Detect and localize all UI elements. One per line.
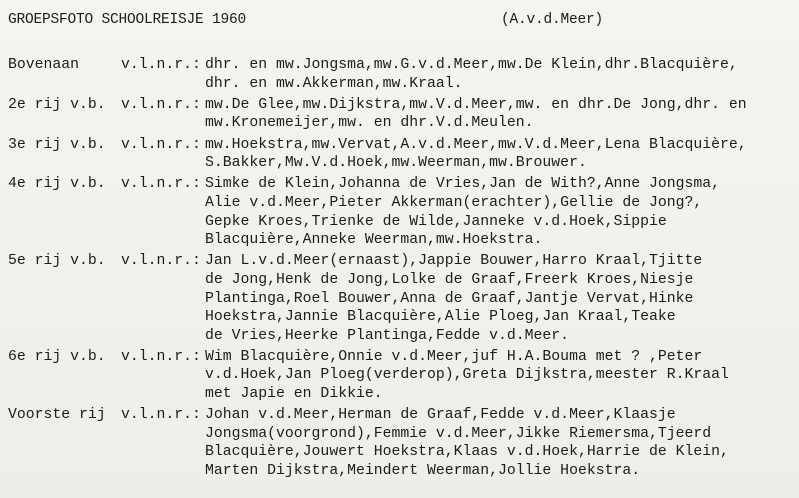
names-line: de Jong,Henk de Jong,Lolke de Graaf,Freerk Kroes,Niesje bbox=[205, 271, 694, 288]
row-direction: v.l.n.r.: bbox=[121, 176, 201, 193]
names-line: mw.Kronemeijer,mw. en dhr.V.d.Meulen. bbox=[205, 115, 534, 132]
names-line: Hoekstra,Jannie Blacquière,Alie Ploeg,Jan Kraal,Teake bbox=[205, 309, 676, 326]
row-names bbox=[205, 406, 794, 480]
names-line: Simke de Klein,Johanna de Vries,Jan de With?,Anne Jongsma, bbox=[205, 176, 721, 193]
names-line: dhr. en mw.Jongsma,mw.G.v.d.Meer,mw.De Klein,dhr.Blacquière, bbox=[205, 57, 738, 73]
row-direction: v.l.n.r.: bbox=[121, 253, 201, 270]
photo-row-entry bbox=[8, 252, 794, 345]
photo-row-entry bbox=[8, 348, 794, 404]
names-line: de Vries,Heerke Plantinga,Fedde v.d.Meer. bbox=[205, 327, 570, 344]
names-line: Jongsma(voorgrond),Femmie v.d.Meer,Jikke Riemersma,Tjeerd bbox=[205, 425, 712, 442]
row-direction: v.l.n.r.: bbox=[121, 136, 201, 153]
row-names bbox=[205, 56, 794, 93]
row-direction: v.l.n.r.: bbox=[121, 57, 201, 73]
names-line: Blacquière,Anneke Weerman,mw.Hoekstra. bbox=[205, 232, 543, 249]
row-names bbox=[205, 252, 794, 345]
names-line: Plantinga,Roel Bouwer,Anna de Graaf,Jantje Vervat,Hinke bbox=[205, 290, 694, 307]
names-line: dhr. en mw.Akkerman,mw.Kraal. bbox=[205, 75, 463, 92]
names-line: Blacquière,Jouwert Hoekstra,Klaas v.d.Hoek,Harrie de Klein, bbox=[205, 444, 729, 461]
photo-row-entry bbox=[8, 56, 794, 93]
row-direction: v.l.n.r.: bbox=[121, 96, 201, 113]
row-names bbox=[205, 96, 794, 133]
names-line: Alie v.d.Meer,Pieter Akkerman(erachter),Gellie de Jong?, bbox=[205, 194, 703, 211]
photo-row-entry bbox=[8, 175, 794, 249]
names-line: Johan v.d.Meer,Herman de Graaf,Fedde v.d.Meer,Klaasje bbox=[205, 407, 676, 424]
document-title: GROEPSFOTO SCHOOLREISJE 1960 bbox=[8, 12, 247, 28]
row-label: 2e rij v.b. bbox=[8, 96, 106, 113]
row-names bbox=[205, 348, 794, 404]
document-author: (A.v.d.Meer) bbox=[501, 12, 604, 28]
names-line: Gepke Kroes,Trienke de Wilde,Janneke v.d.Hoek,Sippie bbox=[205, 213, 667, 230]
row-names bbox=[205, 175, 794, 249]
names-line: S.Bakker,Mw.V.d.Hoek,mw.Weerman,mw.Brouwer. bbox=[205, 155, 587, 172]
photo-row-entry bbox=[8, 136, 794, 173]
names-line: v.d.Hoek,Jan Ploeg(verderop),Greta Dijkstra,meester R.Kraal bbox=[205, 367, 729, 384]
names-line: Jan L.v.d.Meer(ernaast),Jappie Bouwer,Harro Kraal,Tjitte bbox=[205, 253, 703, 270]
row-label: 3e rij v.b. bbox=[8, 136, 106, 153]
names-line: mw.Hoekstra,mw.Vervat,A.v.d.Meer,mw.V.d.Meer,Lena Blacquière, bbox=[205, 136, 747, 153]
names-line: Wim Blacquière,Onnie v.d.Meer,juf H.A.Bouma met ? ,Peter bbox=[205, 348, 703, 365]
document-header bbox=[8, 12, 788, 34]
names-line: mw.De Glee,mw.Dijkstra,mw.V.d.Meer,mw. en dhr.De Jong,dhr. en bbox=[205, 96, 747, 113]
row-label: 6e rij v.b. bbox=[8, 348, 106, 365]
photo-row-entry bbox=[8, 96, 794, 133]
row-names bbox=[205, 136, 794, 173]
row-list bbox=[8, 56, 794, 483]
row-direction: v.l.n.r.: bbox=[121, 407, 201, 424]
names-line: met Japie en Dikkie. bbox=[205, 386, 383, 403]
row-direction: v.l.n.r.: bbox=[121, 348, 201, 365]
row-label: 4e rij v.b. bbox=[8, 176, 106, 193]
row-label: 5e rij v.b. bbox=[8, 253, 106, 270]
names-line: Marten Dijkstra,Meindert Weerman,Jollie Hoekstra. bbox=[205, 463, 641, 480]
row-label: Bovenaan bbox=[8, 57, 80, 73]
photo-row-entry bbox=[8, 406, 794, 480]
row-label: Voorste rij bbox=[8, 407, 106, 424]
